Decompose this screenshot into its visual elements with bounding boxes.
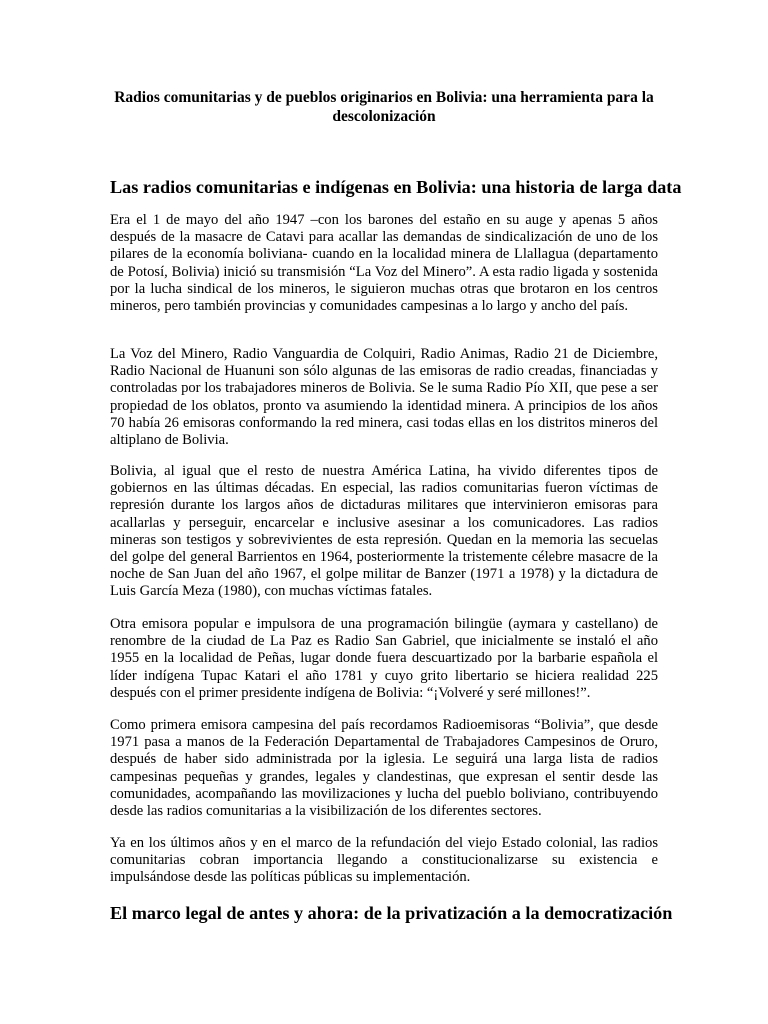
paragraph-voz-del-minero: Era el 1 de mayo del año 1947 –con los barones del estaño en su auge y apenas 5 años después de la masacre de Catavi para acallar las demandas de sindicalización de uno de los pilares de la economía boliviana- cuando en la localidad minera de Llallagua (departamento de Potosí, Bolivia) inició su transmisión “La Voz del Minero”. A esta radio ligada y sostenida por la lucha sindical de los mineros, le siguieron muchas otras que brotaron en los centros mineros, pero también provincias y comunidades campesinas a lo largo y ancho del país. (110, 212, 658, 315)
section-heading-history: Las radios comunitarias e indígenas en Bolivia: una historia de larga data (110, 177, 682, 197)
paragraph-radio-san-gabriel: Otra emisora popular e impulsora de una programación bilingüe (aymara y castellano) de renombre de la ciudad de La Paz es Radio San Gabriel, que inicialmente se instaló el año 1955 en la localidad de Peñas, lugar donde fuera descuartizado por la barbarie española el líder indígena Tupac Katari el año 1781 y cuyo grito libertario se hiciera realidad 225 después con el primer presidente indígena de Bolivia: “¡Volveré y seré millones!”. (110, 616, 658, 701)
document-title: Radios comunitarias y de pueblos originarios en Bolivia: una herramienta para la descolonización (114, 89, 654, 125)
paragraph-mining-radios: La Voz del Minero, Radio Vanguardia de Colquiri, Radio Animas, Radio 21 de Diciembre, Radio Nacional de Huanuni son sólo algunas de las emisoras de radio creadas, financiadas y controladas por los trabajadores mineros de Bolivia. Se le suma Radio Pío XII, que pese a ser propiedad de los oblatos, pronto va asumiendo la identidad minera. A principios de los años 70 había 26 emisoras conformando la red minera, casi todas ellas en los distritos mineros del altiplano de Bolivia. (110, 346, 658, 449)
paragraph-radioemisoras-bolivia: Como primera emisora campesina del país recordamos Radioemisoras “Bolivia”, que desde 1971 pasa a manos de la Federación Departamental de Trabajadores Campesinos de Oruro, después de haber sido administrada por la iglesia. Le seguirá una larga lista de radios campesinas pequeñas y grandes, legales y clandestinas, que expresan el sentir desde las comunidades, acompañando las movilizaciones y lucha del pueblo boliviano, contribuyendo desde las radios comunitarias a la visibilización de los diferentes sectores. (110, 717, 658, 820)
section-heading-legal-framework: El marco legal de antes y ahora: de la privatización a la democratización (110, 903, 673, 923)
paragraph-repression: Bolivia, al igual que el resto de nuestra América Latina, ha vivido diferentes tipos de gobiernos en las últimas décadas. En especial, las radios comunitarias fueron víctimas de represión durante los largos años de dictaduras militares que intervinieron emisoras para acallarlas y perseguir, encarcelar e inclusive asesinar a los comunicadores. Las radios mineras son testigos y sobrevivientes de esta represión. Quedan en la memoria las secuelas del golpe del general Barrientos en 1964, posteriormente la tristemente célebre masacre de la noche de San Juan del año 1967, el golpe militar de Banzer (1971 a 1978) y la dictadura de Luis García Meza (1980), con muchas víctimas fatales. (110, 463, 658, 600)
paragraph-recent-years: Ya en los últimos años y en el marco de la refundación del viejo Estado colonial, las radios comunitarias cobran importancia llegando a constitucionalizarse su existencia e impulsándose desde las políticas públicas su implementación. (110, 835, 658, 886)
